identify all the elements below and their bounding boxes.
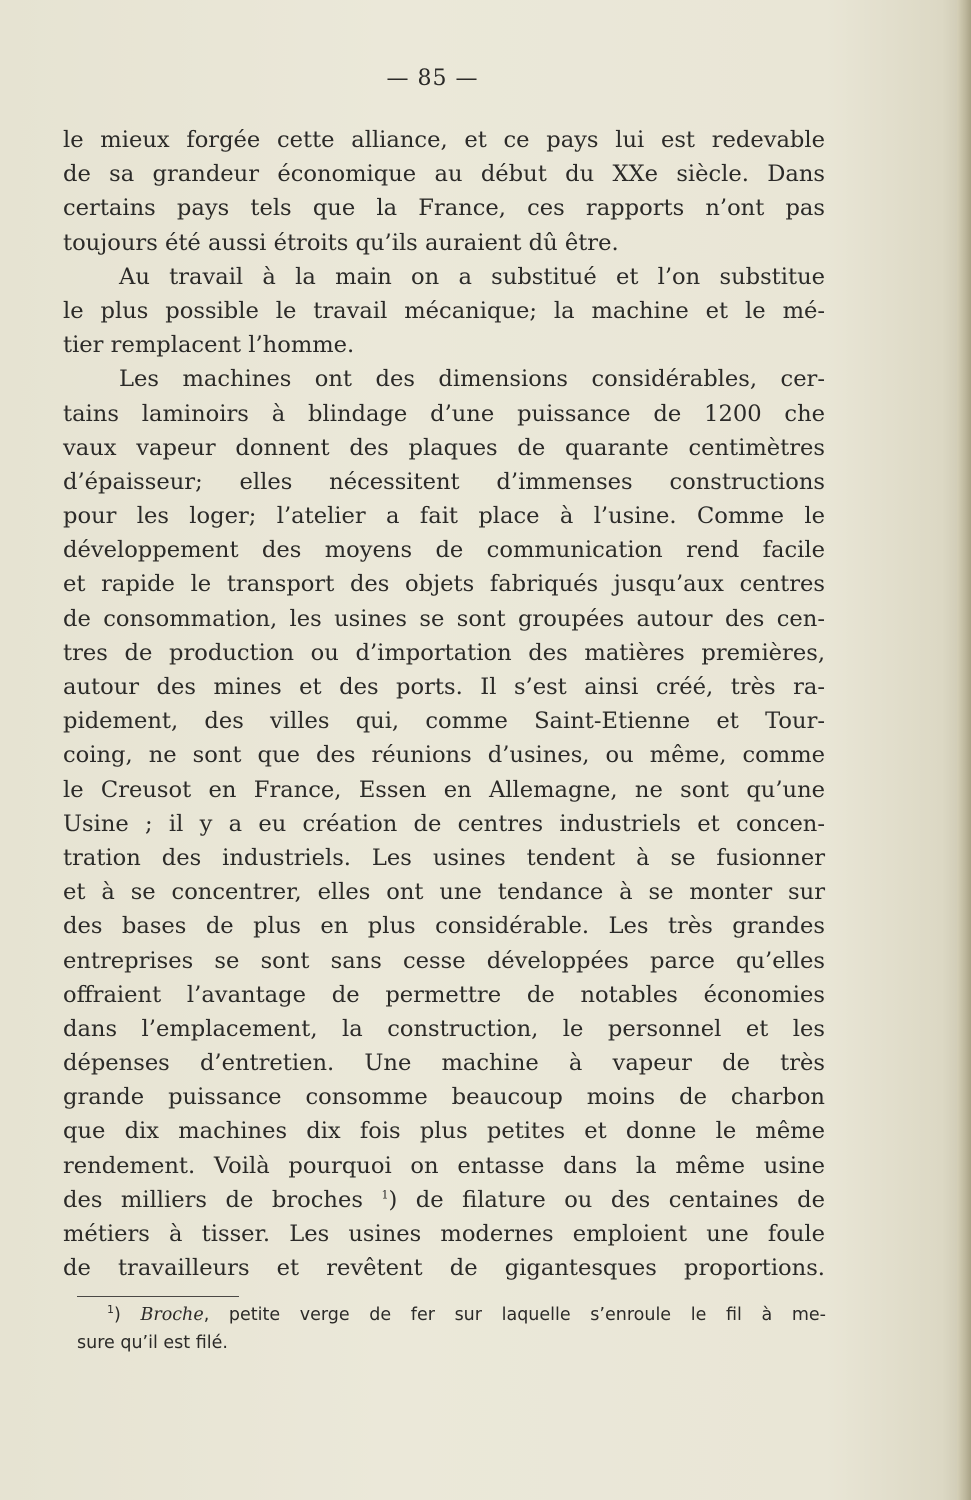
text-line: tres de production ou d’importation des matières premières,	[63, 639, 825, 666]
body-text	[63, 123, 825, 1285]
page-number: — 85 —	[386, 66, 479, 91]
text-line: Les machines ont des dimensions considérables, cer-	[119, 366, 825, 393]
footnote-divider	[77, 1296, 239, 1297]
text-line: Au travail à la main on a substitué et l’on substitue	[119, 263, 825, 290]
text-line: dépenses d’entretien. Une machine à vapeur de très	[63, 1050, 825, 1077]
text-line: certains pays tels que la France, ces rapports n’ont pas	[63, 195, 825, 222]
footnote-line	[77, 1301, 826, 1329]
text-segment: de filature ou des centaines de	[415, 1186, 825, 1213]
text-line: le Creusot en France, Essen en Allemagne, ne sont qu’une	[63, 776, 825, 803]
page-edge-shadow	[957, 0, 971, 1500]
footnote-text: , petite verge de fer sur laquelle s’enroule le fil à me-	[203, 1305, 826, 1325]
footnote-marker-bracket: )	[114, 1305, 121, 1325]
text-line: et rapide le transport des objets fabriqués jusqu’aux centres	[63, 571, 825, 598]
text-line: offraient l’avantage de permettre de notables économies	[63, 981, 825, 1008]
text-line: pour les loger; l’atelier a fait place à l’usine. Comme le	[63, 503, 825, 530]
footnote	[77, 1301, 826, 1357]
text-line: le plus possible le travail mécanique; la machine et le mé-	[63, 297, 825, 324]
text-line: d’épaisseur; elles nécessitent d’immenses constructions	[63, 468, 825, 495]
text-line: tration des industriels. Les usines tendent à se fusionner	[63, 844, 825, 871]
text-line: dans l’emplacement, la construction, le personnel et les	[63, 1015, 825, 1042]
text-line: de sa grandeur économique au début du XXe siècle. Dans	[63, 161, 825, 188]
text-line: le mieux forgée cette alliance, et ce pays lui est redevable	[63, 127, 825, 153]
footnote-marker: 1	[107, 1303, 114, 1317]
text-segment: des milliers de broches	[63, 1186, 363, 1213]
text-line: pidement, des villes qui, comme Saint-Etienne et Tour-	[63, 708, 825, 735]
text-line: développement des moyens de communication rend facile	[63, 537, 825, 564]
text-line: de consommation, les usines se sont groupées autour des cen-	[63, 605, 825, 632]
text-line: tier remplacent l’homme.	[63, 332, 355, 359]
text-line: que dix machines dix fois plus petites et donne le même	[63, 1118, 825, 1145]
text-line: rendement. Voilà pourquoi on entasse dans la même usine	[63, 1152, 825, 1179]
text-line: coing, ne sont que des réunions d’usines, ou même, comme	[63, 742, 825, 769]
footnote-line: sure qu’il est filé.	[77, 1333, 228, 1353]
text-line: des bases de plus en plus considérable. Les très grandes	[63, 913, 825, 940]
text-line-with-footnote-ref	[63, 1183, 825, 1217]
text-line: toujours été aussi étroits qu’ils auraient dû être.	[63, 229, 619, 256]
text-line: métiers à tisser. Les usines modernes emploient une foule	[63, 1221, 825, 1247]
text-line: et à se concentrer, elles ont une tendance à se monter sur	[63, 879, 825, 906]
footnote-reference: 1	[381, 1188, 389, 1202]
text-line: autour des mines et des ports. Il s’est ainsi créé, très ra-	[63, 674, 825, 700]
text-line: de travailleurs et revêtent de gigantesques proportions.	[63, 1255, 825, 1282]
text-line: Usine ; il y a eu création de centres industriels et concen-	[63, 810, 825, 837]
text-line: entreprises se sont sans cesse développées parce qu’elles	[63, 947, 825, 974]
text-line: grande puissance consomme beaucoup moins de charbon	[63, 1084, 825, 1111]
text-line: tains laminoirs à blindage d’une puissance de 1200 che	[63, 400, 825, 427]
footnote-reference-bracket: )	[388, 1186, 398, 1213]
text-line: vaux vapeur donnent des plaques de quarante centimètres	[63, 434, 825, 461]
footnote-term: Broche	[140, 1305, 204, 1325]
